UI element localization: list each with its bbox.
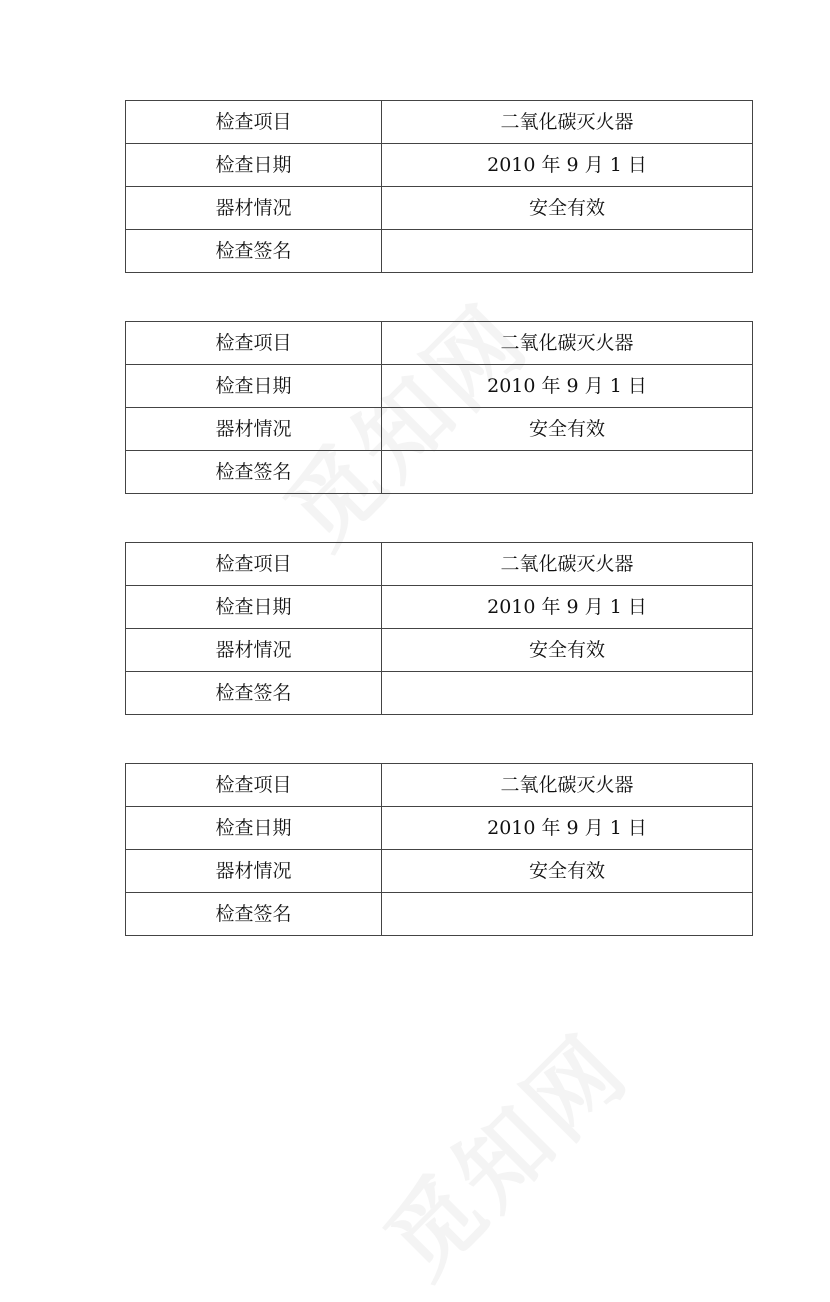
status-label: 器材情况 (126, 187, 382, 230)
signature-field[interactable] (382, 672, 753, 715)
table-row (126, 144, 753, 187)
item-value: 二氧化碳灭火器 (382, 764, 753, 807)
date-value: 2010 年 9 月 1 日 (382, 365, 753, 408)
status-value: 安全有效 (382, 187, 753, 230)
table-row (126, 629, 753, 672)
item-value: 二氧化碳灭火器 (382, 101, 753, 144)
item-value: 二氧化碳灭火器 (382, 543, 753, 586)
table-row (126, 365, 753, 408)
table-row (126, 451, 753, 494)
signature-label: 检查签名 (126, 451, 382, 494)
table-row (126, 764, 753, 807)
item-label: 检查项目 (126, 101, 382, 144)
date-value: 2010 年 9 月 1 日 (382, 586, 753, 629)
signature-field[interactable] (382, 893, 753, 936)
table-row (126, 101, 753, 144)
item-label: 检查项目 (126, 543, 382, 586)
table-row (126, 893, 753, 936)
date-value: 2010 年 9 月 1 日 (382, 807, 753, 850)
inspection-record-table (125, 542, 753, 715)
status-label: 器材情况 (126, 408, 382, 451)
inspection-record-table (125, 321, 753, 494)
date-label: 检查日期 (126, 144, 382, 187)
status-value: 安全有效 (382, 408, 753, 451)
item-label: 检查项目 (126, 764, 382, 807)
item-value: 二氧化碳灭火器 (382, 322, 753, 365)
status-value: 安全有效 (382, 629, 753, 672)
date-label: 检查日期 (126, 807, 382, 850)
status-value: 安全有效 (382, 850, 753, 893)
signature-field[interactable] (382, 230, 753, 273)
table-row (126, 850, 753, 893)
table-row (126, 322, 753, 365)
table-row (126, 672, 753, 715)
table-row (126, 586, 753, 629)
inspection-record-table (125, 763, 753, 936)
status-label: 器材情况 (126, 850, 382, 893)
status-label: 器材情况 (126, 629, 382, 672)
date-value: 2010 年 9 月 1 日 (382, 144, 753, 187)
table-row (126, 807, 753, 850)
date-label: 检查日期 (126, 365, 382, 408)
signature-label: 检查签名 (126, 230, 382, 273)
date-label: 检查日期 (126, 586, 382, 629)
table-row (126, 187, 753, 230)
signature-field[interactable] (382, 451, 753, 494)
inspection-record-table (125, 100, 753, 273)
watermark (351, 1000, 652, 1301)
signature-label: 检查签名 (126, 893, 382, 936)
table-row (126, 408, 753, 451)
table-row (126, 230, 753, 273)
signature-label: 检查签名 (126, 672, 382, 715)
item-label: 检查项目 (126, 322, 382, 365)
table-row (126, 543, 753, 586)
